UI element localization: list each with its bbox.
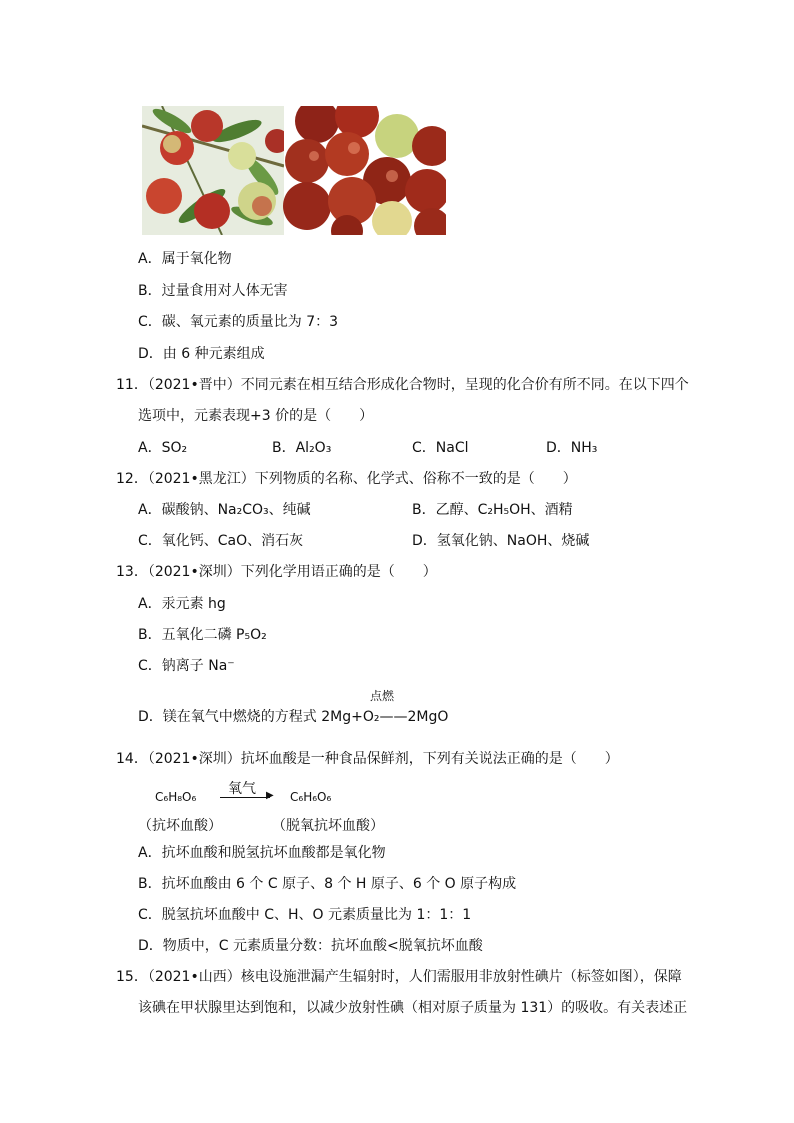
q11-stem-line1: 11．（2021•晋中）不同元素在相互结合形成化合物时，呈现的化合价有所不同。在以下四个 — [116, 377, 689, 393]
q14-stem: 14．（2021•深圳）抗坏血酸是一种食品保鲜剂，下列有关说法正确的是（ ） — [116, 751, 619, 767]
q12-stem: 12．（2021•黑龙江）下列物质的名称、化学式、俗称不一致的是（ ） — [116, 471, 577, 487]
q15-stem-line2: 该碘在甲状腺里达到饱和，以减少放射性碘（相对原子质量为 131）的吸收。有关表述正 — [138, 1000, 688, 1016]
q13-option-d: D．镁在氧气中燃烧的方程式 2Mg+O₂——2MgO — [138, 709, 449, 725]
q10-option-d: D．由 6 种元素组成 — [138, 346, 265, 362]
q13-option-a: A．汞元素 hg — [138, 596, 226, 612]
q15-stem-line1: 15．（2021•山西）核电设施泄漏产生辐射时，人们需服用非放射性碘片（标签如图），保障 — [116, 969, 682, 985]
q14-reactant-formula: C₆H₈O₆ — [155, 790, 197, 804]
jujube-photo — [142, 106, 446, 235]
q14-reactant-name: （抗坏血酸） — [138, 818, 222, 834]
q10-option-b: B．过量食用对人体无害 — [138, 283, 288, 299]
q12-option-d: D．氢氧化钠、NaOH、烧碱 — [412, 533, 590, 549]
q12-option-c: C．氧化钙、CaO、消石灰 — [138, 533, 304, 549]
q12-option-b: B．乙醇、C₂H₅OH、酒精 — [412, 502, 573, 518]
q14-option-a: A．抗坏血酸和脱氢抗坏血酸都是氧化物 — [138, 845, 386, 861]
q10-option-c: C．碳、氧元素的质量比为 7：3 — [138, 314, 339, 330]
q13-reaction-condition: 点燃 — [370, 689, 395, 703]
q11-option-d: D．NH₃ — [546, 440, 598, 456]
q14-option-b: B．抗坏血酸由 6 个 C 原子、8 个 H 原子、6 个 O 原子构成 — [138, 876, 517, 892]
q14-option-d: D．物质中，C 元素质量分数：抗坏血酸<脱氧抗坏血酸 — [138, 938, 483, 954]
q14-product-name: （脱氧抗坏血酸） — [272, 818, 384, 834]
q13-option-b: B．五氧化二磷 P₅O₂ — [138, 627, 267, 643]
q10-option-a: A．属于氧化物 — [138, 251, 232, 267]
q11-option-b: B．Al₂O₃ — [272, 440, 332, 456]
q14-option-c: C．脱氢抗坏血酸中 C、H、O 元素质量比为 1：1：1 — [138, 907, 472, 923]
q14-product-formula: C₆H₆O₆ — [290, 790, 332, 804]
q11-stem-line2: 选项中，元素表现+3 价的是（ ） — [138, 408, 374, 424]
q12-option-a: A．碳酸钠、Na₂CO₃、纯碱 — [138, 502, 311, 518]
q11-option-a: A．SO₂ — [138, 440, 188, 456]
q14-arrow-label: 氧气 — [228, 781, 256, 797]
reaction-arrow — [220, 797, 270, 798]
q13-option-c: C．钠离子 Na⁻ — [138, 658, 235, 674]
q13-stem: 13．（2021•深圳）下列化学用语正确的是（ ） — [116, 564, 437, 580]
q11-option-c: C．NaCl — [412, 440, 469, 456]
arrow-head-icon: ▶ — [266, 790, 274, 801]
